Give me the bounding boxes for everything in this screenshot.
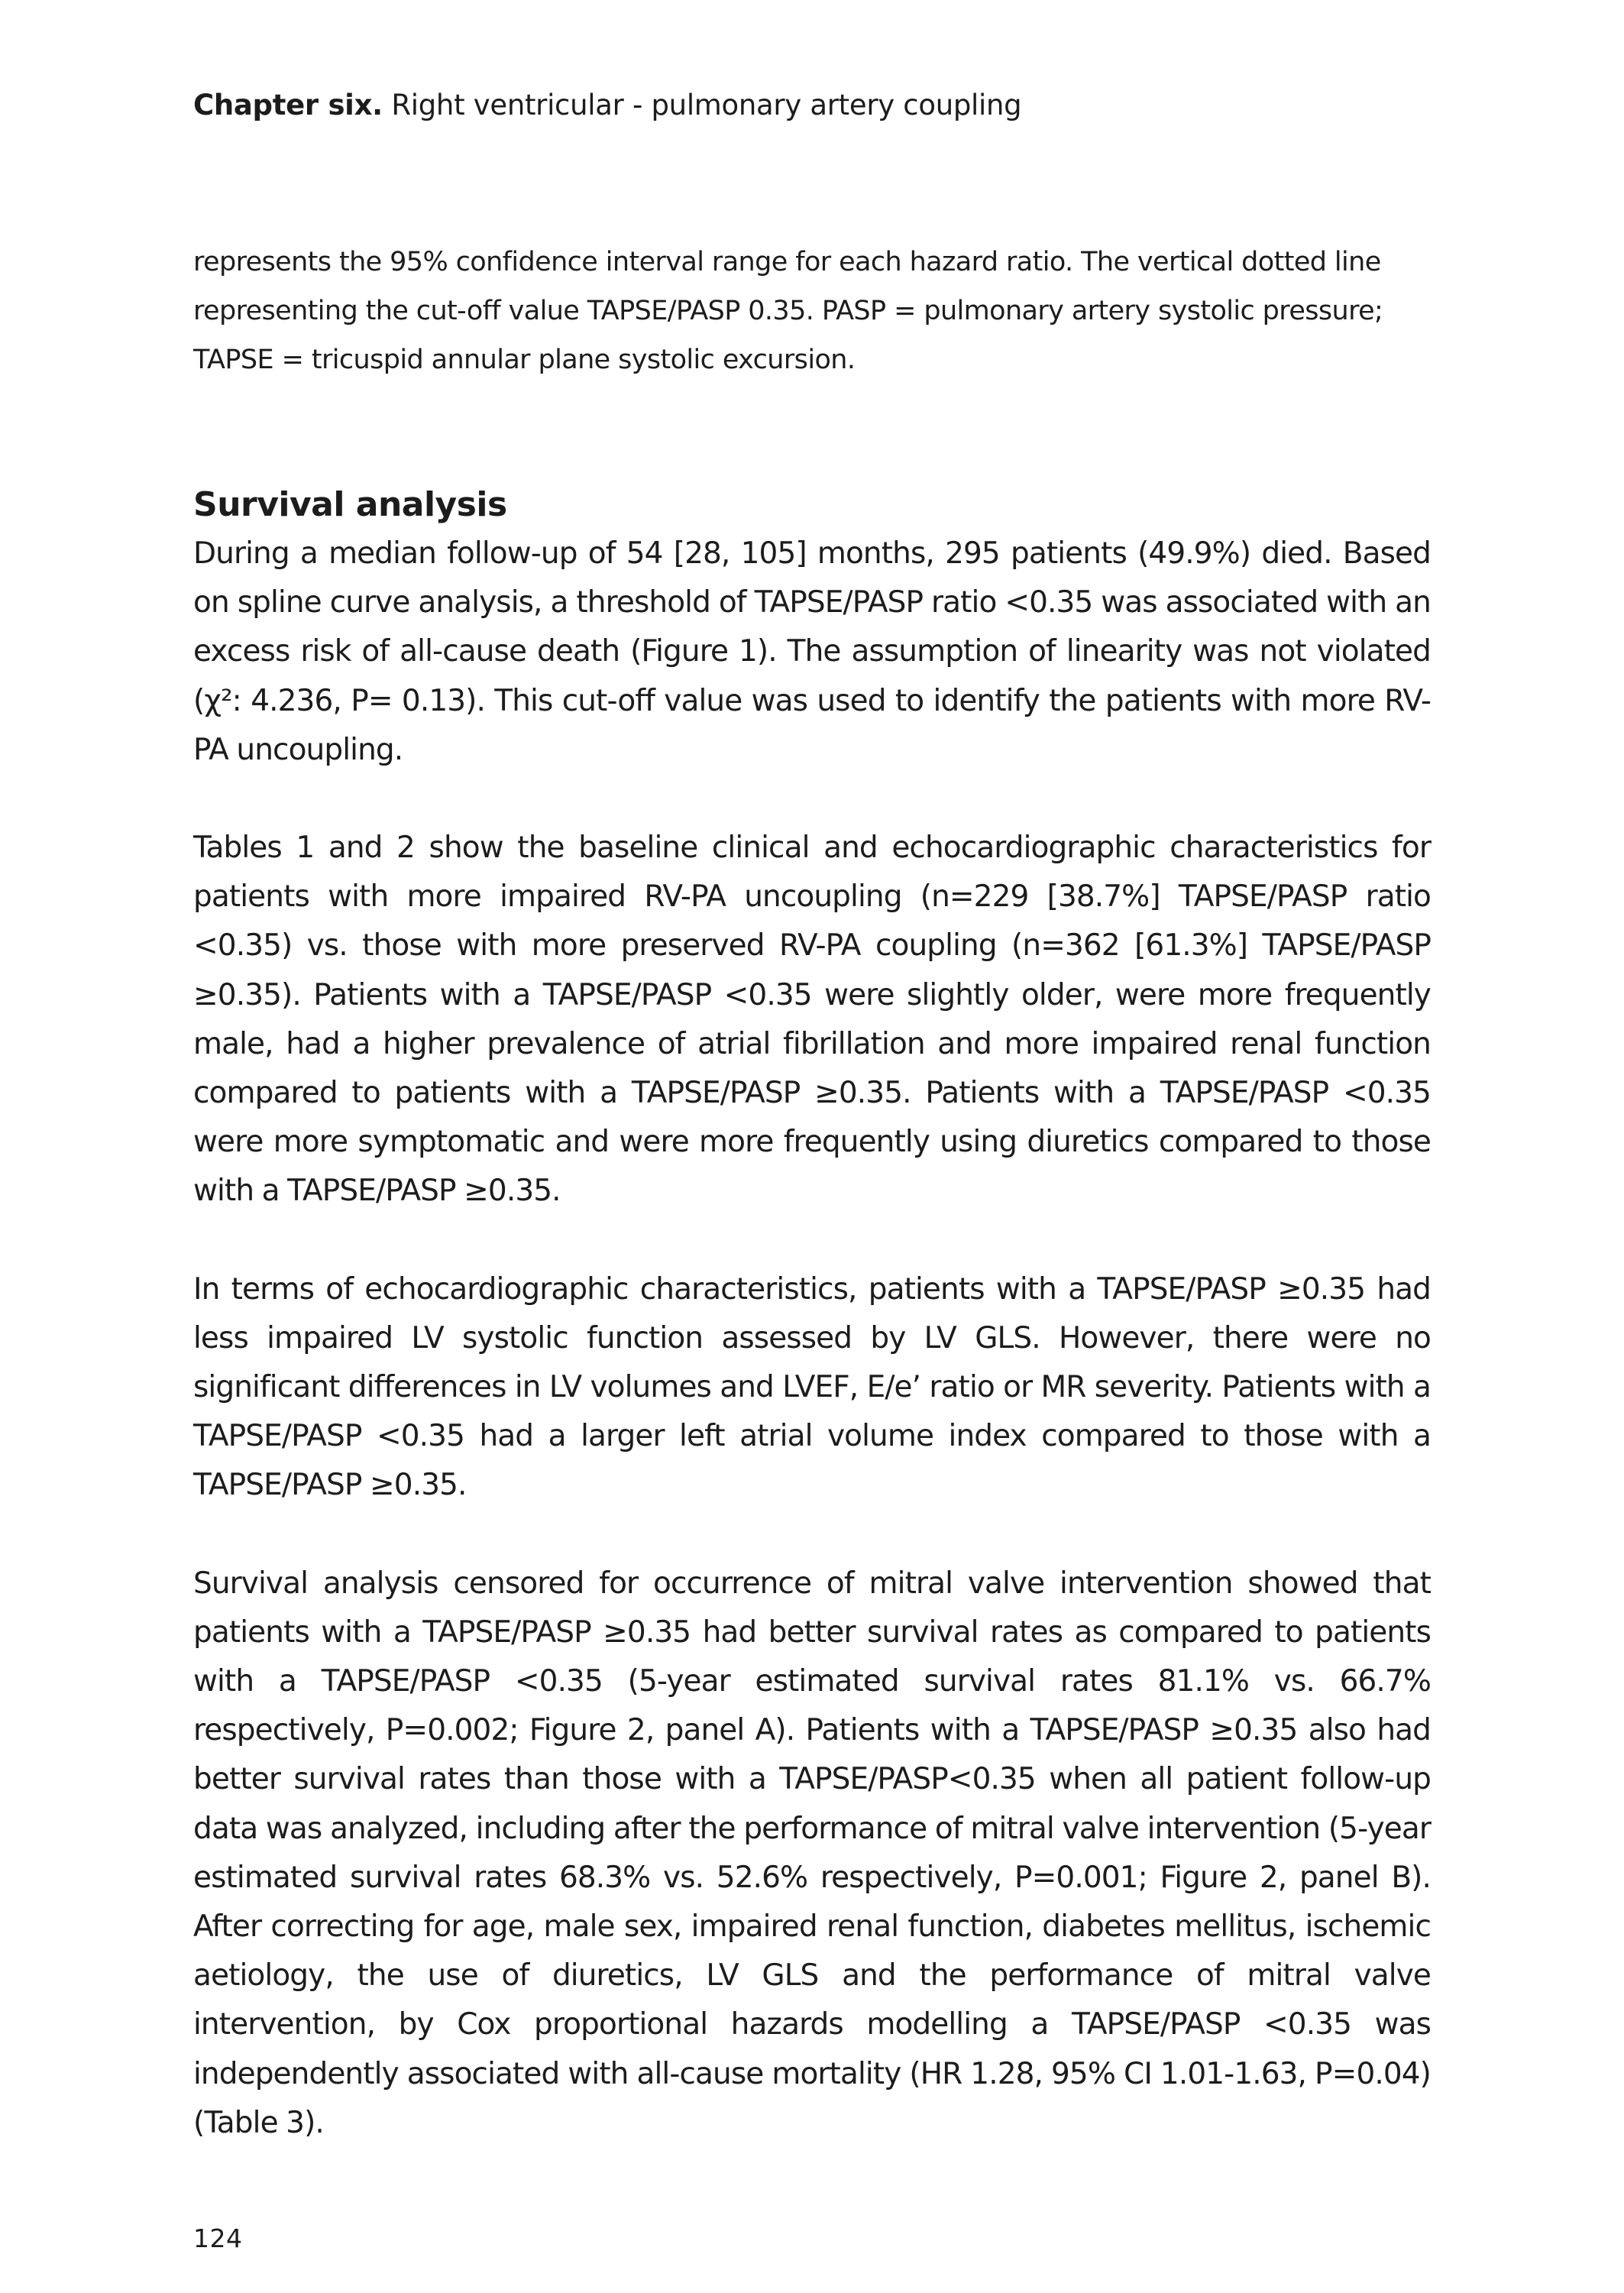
chapter-title: Right ventricular - pulmonary artery coupling [391,89,1022,121]
body-paragraph: Survival analysis censored for occurrence of mitral valve intervention showed that patients with a TAPSE/PASP ≥0.35 had better survival rates as compared to patients with a TAPSE/PASP <0.35 (5-year estimated survival rates 81.1% vs. 66.7% respectively, P=0.002; Figure 2, panel A). Patients with a TAPSE/PASP ≥0.35 also had better survival rates than those with a TAPSE/PASP<0.35 when all patient follow-up data was analyzed, including after the performance of mitral valve intervention (5-year estimated survival rates 68.3% vs. 52.6% respectively, P=0.001; Figure 2, panel B). After correcting for age, male sex, impaired renal function, diabetes mellitus, ischemic aetiology, the use of diuretics, LV GLS and the performance of mitral valve intervention, by Cox proportional hazards modelling a TAPSE/PASP <0.35 was independently associated with all-cause mortality (HR 1.28, 95% CI 1.01-1.63, P=0.04) (Table 3). [193,1566,1431,2140]
body-paragraph: In terms of echocardiographic characteristics, patients with a TAPSE/PASP ≥0.35 had less impaired LV systolic function assessed by LV GLS. However, there were no significant differences in LV volumes and LVEF, E/e’ ratio or MR severity. Patients with a TAPSE/PASP <0.35 had a larger left atrial volume index compared to those with a TAPSE/PASP ≥0.35. [193,1271,1431,1503]
running-header [193,86,1431,125]
caption-line: represents the 95% confidence interval range for each hazard ratio. The vertical dotted line [193,247,1381,277]
body-paragraph: Tables 1 and 2 show the baseline clinical and echocardiographic characteristics for patients with more impaired RV-PA uncoupling (n=229 [38.7%] TAPSE/PASP ratio <0.35) vs. those with more preserved RV-PA coupling (n=362 [61.3%] TAPSE/PASP ≥0.35). Patients with a TAPSE/PASP <0.35 were slightly older, were more frequently male, had a higher prevalence of atrial fibrillation and more impaired renal function compared to patients with a TAPSE/PASP ≥0.35. Patients with a TAPSE/PASP <0.35 were more symptomatic and were more frequently using diuretics compared to those with a TAPSE/PASP ≥0.35. [193,831,1431,1209]
caption-line: representing the cut-off value TAPSE/PASP 0.35. PASP = pulmonary artery systolic pressure; [193,296,1383,326]
section-title: Survival analysis [193,485,507,524]
survival-analysis-section [193,481,1431,2197]
page-number: 124 [193,2223,243,2253]
chapter-label: Chapter six. [193,89,383,121]
caption-line: TAPSE = tricuspid annular plane systolic excursion. [193,345,856,375]
body-paragraph: During a median follow-up of 54 [28, 105] months, 295 patients (49.9%) died. Based on spline curve analysis, a threshold of TAPSE/PASP ratio <0.35 was associated with an excess risk of all-cause death (Figure 1). The assumption of linearity was not violated (χ²: 4.236, P= 0.13). This cut-off value was used to identify the patients with more RV-PA uncoupling. [193,536,1431,767]
figure-caption-continuation [193,238,1431,384]
